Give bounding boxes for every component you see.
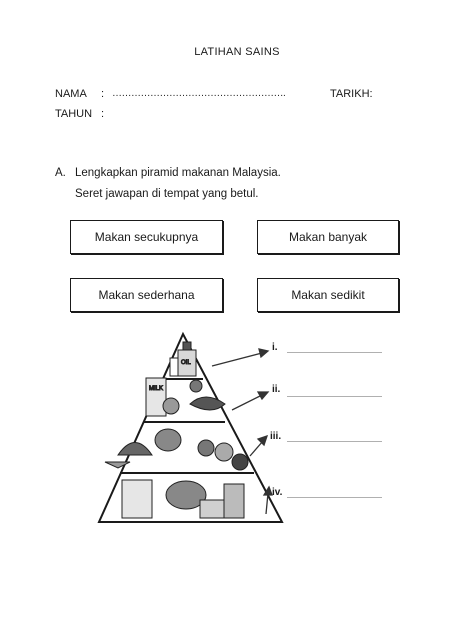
- answer-drop-zone-iii[interactable]: [287, 441, 382, 442]
- answer-option-makan-sederhana[interactable]: [70, 278, 223, 312]
- oil-label: OIL: [181, 360, 191, 366]
- question-instruction-1: Lengkapkan piramid makanan Malaysia.: [75, 167, 281, 179]
- answer-drop-zone-ii[interactable]: [287, 396, 382, 397]
- nama-colon: :: [101, 88, 105, 100]
- tahun-label: TAHUN: [55, 108, 93, 120]
- answer-option-makan-sedikit[interactable]: [257, 278, 399, 312]
- answer-option-makan-secukupnya[interactable]: [70, 220, 223, 254]
- tarikh-label: TARIKH:: [330, 88, 373, 100]
- page-title: LATIHAN SAINS: [194, 46, 280, 58]
- milk-label: MILK: [149, 386, 164, 392]
- pyramid-label-ii: ii.: [272, 384, 281, 395]
- third-tier-foods: [105, 429, 248, 470]
- bottom-tier-foods: [122, 480, 244, 518]
- second-tier-foods: [146, 378, 225, 416]
- question-letter: A.: [55, 167, 66, 179]
- pyramid-label-i: i.: [272, 342, 278, 353]
- tahun-colon: :: [101, 108, 105, 120]
- nama-field[interactable]: ……………………………………………….: [112, 88, 286, 99]
- answer-option-label: Makan secukupnya: [94, 230, 199, 244]
- question-instruction-2: Seret jawapan di tempat yang betul.: [75, 188, 259, 200]
- answer-option-makan-banyak[interactable]: [257, 220, 399, 254]
- pyramid-label-iii: iii.: [270, 431, 282, 442]
- answer-drop-zone-iv[interactable]: [287, 497, 382, 498]
- food-pyramid-illustration: [95, 328, 395, 528]
- answer-option-label: Makan sederhana: [98, 288, 195, 302]
- answer-option-label: Makan sedikit: [291, 288, 365, 302]
- pyramid-label-iv: iv.: [272, 487, 283, 498]
- answer-option-label: Makan banyak: [288, 230, 368, 244]
- top-tier-foods: [170, 342, 196, 376]
- answer-drop-zone-i[interactable]: [287, 352, 382, 353]
- nama-label: NAMA: [55, 88, 87, 100]
